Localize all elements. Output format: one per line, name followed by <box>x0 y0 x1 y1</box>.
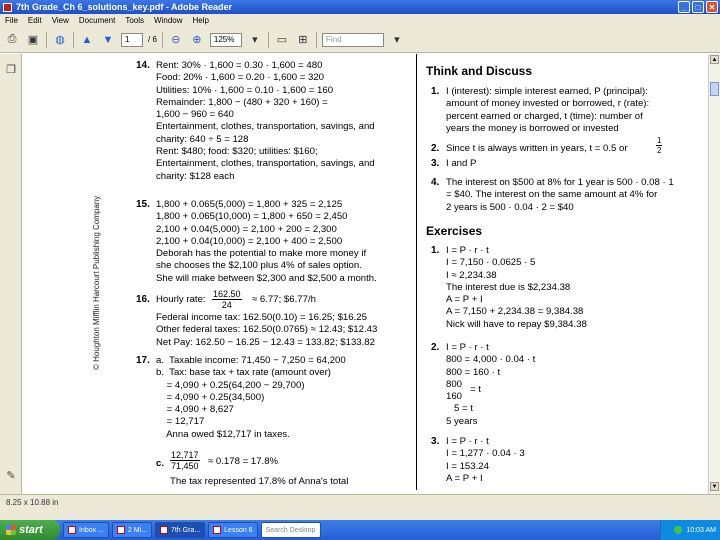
task-lesson[interactable] <box>208 522 257 538</box>
column-divider <box>416 54 417 490</box>
think-1-text: I (interest): simple interest earned, P (principal): amount of money invested or borrowed, r (rate): percent earned or charged, t (time): number of years the money is borrowed or invested <box>446 86 650 134</box>
think-1-number: 1. <box>431 86 440 97</box>
save-icon[interactable]: ▣ <box>27 34 39 46</box>
problem-15-text: 1,800 + 0.065(5,000) = 1,800 + 325 = 2,125 1,800 + 0.065(10,000) = 1,800 + 650 = 2,450 2,100 + 0.04(5,000) = 2,100 + 200 = 2,300 2,100 + 0.04(10,000) = 2,100 + 400 = 2,500 Deborah has the potential to make more money if she chooses the $2,100 plus 4% of sales option. She will make between $2,300 and $2,500 a month. <box>156 199 377 284</box>
problem-16-rate-label: Hourly rate: <box>156 294 206 305</box>
zoom-field[interactable]: 125% <box>210 33 242 47</box>
problem-17c-conclusion: The tax represented 17.8% of Anna's total <box>170 476 349 487</box>
exercises-heading: Exercises <box>426 224 483 238</box>
task-adobe-reader[interactable] <box>155 522 205 538</box>
think-2-text: Since t is always written in years, t = 0.5 or <box>446 143 628 154</box>
scroll-down-icon[interactable]: ▼ <box>711 483 718 490</box>
page-size-readout: 8.25 x 10.88 in <box>6 498 59 507</box>
exercise-2-equals: = t <box>470 384 481 395</box>
globe-icon[interactable]: ◍ <box>55 34 65 46</box>
network-icon[interactable] <box>674 526 682 534</box>
zoom-in-icon[interactable]: ⊕ <box>192 34 202 46</box>
problem-17c-label: c. <box>156 458 165 469</box>
fraction-denominator: 71,450 <box>171 461 199 471</box>
toolbar-separator <box>268 32 269 48</box>
close-button[interactable]: ✕ <box>706 1 718 13</box>
exercise-2-number: 2. <box>431 342 440 353</box>
title-bar <box>0 0 720 14</box>
fraction-numerator: 162.50 <box>213 289 241 299</box>
exercise-1-number: 1. <box>431 245 440 256</box>
system-tray <box>660 520 720 540</box>
print-icon[interactable]: ⎙ <box>7 33 17 45</box>
vertical-scrollbar[interactable] <box>708 54 720 494</box>
exercise-3-number: 3. <box>431 436 440 447</box>
fraction-numerator: 12,717 <box>171 450 199 460</box>
task-label: Lesson 6 <box>224 526 253 534</box>
menu-edit[interactable]: Edit <box>27 16 42 25</box>
pages-icon[interactable]: ❐ <box>6 63 16 76</box>
toolbar <box>0 27 720 53</box>
navigation-panel <box>0 54 22 494</box>
problem-15-number: 15. <box>136 199 150 210</box>
find-input[interactable]: Find <box>322 33 384 47</box>
page-down-icon[interactable]: ▼ <box>102 33 114 46</box>
task-label: Inbox ... <box>79 526 104 534</box>
copyright-notice: © Houghton Mifflin Harcourt Publishing Company <box>92 195 101 370</box>
search-desktop-input[interactable]: Search Desktop <box>261 522 321 538</box>
fraction-numerator: 1 <box>657 136 662 145</box>
start-label: start <box>19 524 43 536</box>
status-bar <box>0 494 720 520</box>
menu-window[interactable]: Window <box>154 16 183 25</box>
problem-16-text: Federal income tax: 162.50(0.10) = 16.25; $16.25 Other federal taxes: 162.50(0.0765) ≈ 12.43; $12.43 Net Pay: 162.50 − 16.25 − 12.43 = 133.82; $133.82 <box>156 312 378 348</box>
menu-help[interactable]: Help <box>192 16 209 25</box>
fit-page-icon[interactable]: ▭ <box>276 34 288 46</box>
problem-17c-fraction <box>170 450 200 471</box>
fit-width-icon[interactable]: ⊞ <box>298 34 308 46</box>
find-dropdown-icon[interactable]: ▾ <box>394 34 400 46</box>
think-2-number: 2. <box>431 143 440 154</box>
window-icon <box>117 526 125 534</box>
problem-14-text: Rent: 30% · 1,600 = 0.30 · 1,600 = 480 Food: 20% · 1,600 = 0.20 · 1,600 = 320 Utilities: 10% · 1,600 = 0.10 · 1,600 = 160 Remainder: 1,800 − (480 + 320 + 160) = 1,600 − 960 = 640 Entertainment, clothes, transportation, savings, and charity: 640 ÷ 5 = 128 Rent: $480; food: $320; utilities: $160; Entertainment, clothes, transportation, savings, and charity: $128 each <box>156 60 375 182</box>
think-3-text: I and P <box>446 158 477 169</box>
taskbar <box>0 520 720 540</box>
think-2-fraction <box>656 136 662 155</box>
outlook-icon <box>68 526 76 534</box>
problem-14-number: 14. <box>136 60 150 71</box>
page-number-input[interactable]: 1 <box>121 33 143 47</box>
task-label: 7th Gra... <box>170 526 201 534</box>
toolbar-separator <box>316 32 317 48</box>
windows-flag-icon <box>6 525 16 535</box>
problem-16-rate-value: ≈ 6.77; $6.77/h <box>252 294 316 305</box>
problem-16-number: 16. <box>136 294 150 305</box>
problem-17c-value: ≈ 0.178 = 17.8% <box>208 456 279 467</box>
page-up-icon[interactable]: ▲ <box>81 33 93 46</box>
menu-document[interactable]: Document <box>78 16 116 25</box>
think-3-number: 3. <box>431 158 440 169</box>
minimize-button[interactable]: _ <box>678 1 690 13</box>
toolbar-separator <box>46 32 47 48</box>
comment-icon[interactable]: ✎ <box>6 469 16 482</box>
think-and-discuss-heading: Think and Discuss <box>426 64 533 78</box>
problem-17-number: 17. <box>136 355 150 366</box>
problem-17-text: a. Taxable income: 71,450 − 7,250 = 64,200 b. Tax: base tax + tax rate (amount over) = 4,090 + 0.25(64,200 − 29,700) = 4,090 + 0.25(34,500) = 4,090 + 8,627 = 12,717 Anna owed $12,717 in taxes. <box>156 355 346 440</box>
task-inbox[interactable] <box>63 522 109 538</box>
task-label: 2 Mi... <box>127 526 147 534</box>
exercise-3-text: I = P · r · t I = 1,277 · 0.04 · 3 I = 153.24 A = P + I <box>446 436 525 484</box>
think-4-number: 4. <box>431 177 440 188</box>
menu-file[interactable]: File <box>5 16 18 25</box>
problem-16-fraction <box>212 289 242 310</box>
toolbar-separator <box>162 32 163 48</box>
adobe-reader-icon <box>3 3 12 12</box>
window-title: 7th Grade_Ch 6_solutions_key.pdf - Adobe Reader <box>16 2 233 12</box>
think-4-text: The interest on $500 at 8% for 1 year is 500 · 0.08 · 1 = $40. The interest on the same amount at 4% for 2 years is 500 · 0.04 · 2 = $40 <box>446 177 674 213</box>
clock: 10:03 AM <box>686 526 716 534</box>
exercise-1-text: I = P · r · t I = 7,150 · 0.0625 · 5 I ≈ 2,234.38 The interest due is $2,234.38 A = P + I A = 7,150 + 2,234.38 = 9,384.38 Nick will have to repay $9,384.38 <box>446 245 587 330</box>
menu-bar <box>0 14 720 27</box>
scroll-thumb[interactable] <box>710 82 719 96</box>
powerpoint-icon <box>213 526 221 534</box>
fraction-denominator: 24 <box>221 300 232 310</box>
menu-tools[interactable]: Tools <box>125 16 145 25</box>
chevron-down-icon[interactable]: ▾ <box>252 34 258 46</box>
toolbar-separator <box>73 32 74 48</box>
menu-view[interactable]: View <box>51 16 69 25</box>
adobe-reader-icon <box>160 526 168 534</box>
start-button[interactable] <box>0 520 60 540</box>
exercise-2-text: I = P · r · t 800 = 4,000 · 0.04 · t 800 = 160 · t 800 160 5 = t 5 years <box>446 342 536 427</box>
maximize-button[interactable]: □ <box>692 1 704 13</box>
fraction-denominator: 2 <box>657 146 662 155</box>
zoom-out-icon[interactable]: ⊖ <box>171 34 181 46</box>
page-total: / 6 <box>148 35 157 44</box>
task-mi[interactable] <box>112 522 152 538</box>
scroll-up-icon[interactable]: ▲ <box>711 56 718 63</box>
